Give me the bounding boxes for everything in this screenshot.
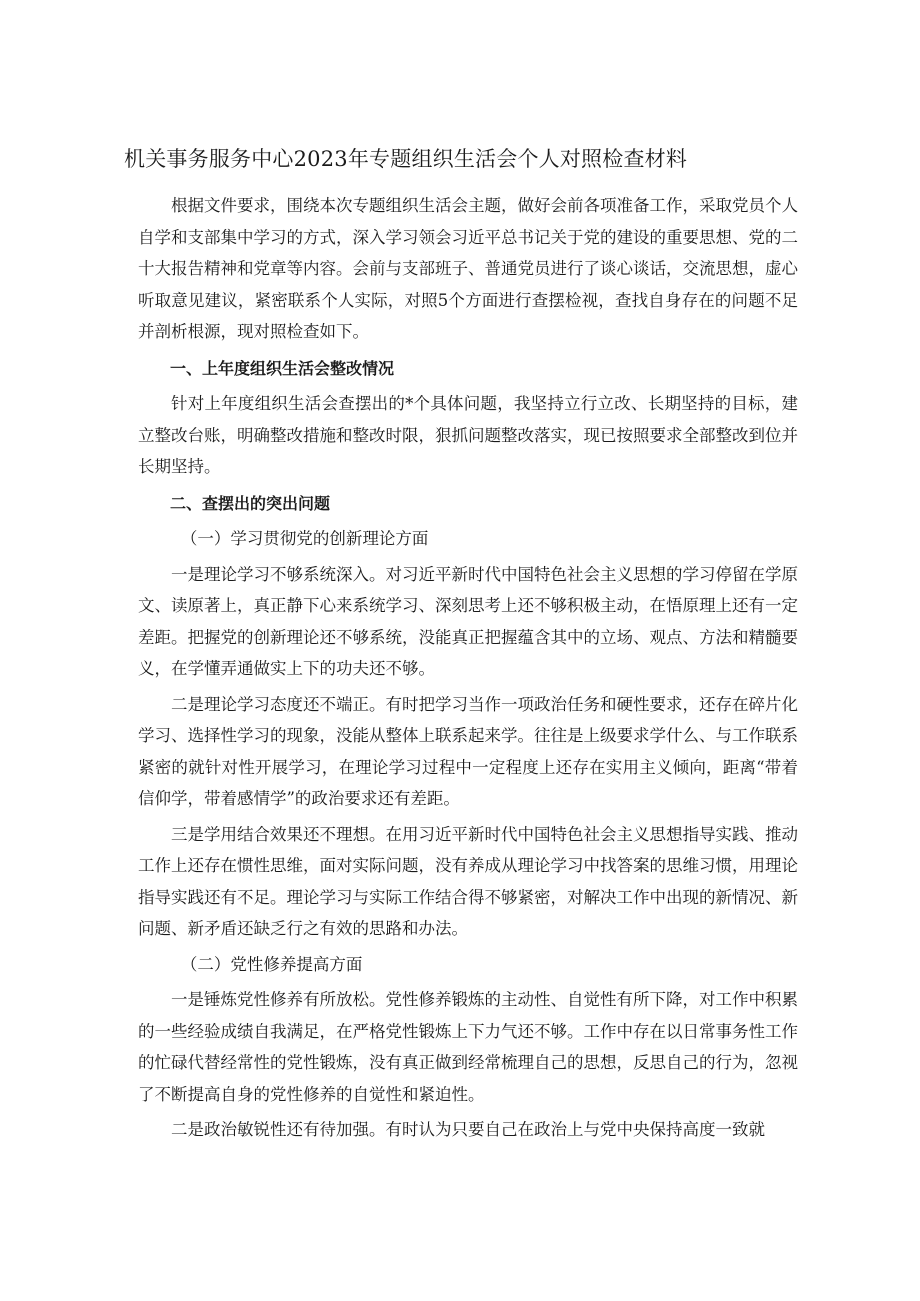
document-title: 机关事务服务中心2023年专题组织生活会个人对照检查材料 (124, 147, 688, 171)
subsection-2-paragraph-2: 二是政治敏锐性还有待加强。有时认为只要自己在政治上与党中央保持高度一致就 (171, 1120, 765, 1139)
subsection-1-paragraph-2: 二是理论学习态度还不端正。有时把学习当作一项政治任务和硬性要求，还存在碎片化学习、选择性学习的现象，没能从整体上联系起来学。往往是上级要求学什么、与工作联系紧密的就针对性开展学习，在理论学习过程中一定程度上还存在实用主义倾向，距离“带着信仰学，带着感情学”的政治要求还有差距。 (138, 694, 798, 808)
section-1-heading: 一、上年度组织生活会整改情况 (170, 358, 395, 378)
subsection-1-paragraph-1: 一是理论学习不够系统深入。对习近平新时代中国特色社会主义思想的学习停留在学原文、读原著上，真正静下心来系统学习、深刻思考上还不够积极主动，在悟原理上还有一定差距。把握党的创新理论还不够系统，没能真正把握蕴含其中的立场、观点、方法和精髓要义，在学懂弄通做实上下的功夫还不够。 (138, 564, 798, 678)
subsection-1-heading: （一）学习贯彻党的创新理论方面 (180, 529, 429, 548)
subsection-2-paragraph-1: 一是锤炼党性修养有所放松。党性修养锻炼的主动性、自觉性有所下降，对工作中积累的一些经验成绩自我满足，在严格党性锻炼上下力气还不够。工作中存在以日常事务性工作的忙碌代替经常性的党性锻炼，没有真正做到经常梳理自己的思想，反思自己的行为，忽视了不断提高自身的党性修养的自觉性和紧迫性。 (138, 990, 798, 1104)
intro-paragraph: 根据文件要求，围绕本次专题组织生活会主题，做好会前各项准备工作，采取党员个人自学和支部集中学习的方式，深入学习领会习近平总书记关于党的建设的重要思想、党的二十大报告精神和党章等内容。会前与支部班子、普通党员进行了谈心谈话，交流思想，虚心听取意见建议，紧密联系个人实际，对照5个方面进行查摆检视，查找自身存在的问题不足并剖析根源，现对照检查如下。 (138, 196, 798, 341)
document-body (138, 190, 798, 1146)
section-1-paragraph: 针对上年度组织生活会查摆出的*个具体问题，我坚持立行立改、长期坚持的目标，建立整改台账，明确整改措施和整改时限，狠抓问题整改落实，现已按照要求全部整改到位并长期坚持。 (138, 394, 798, 476)
section-2-heading: 二、查摆出的突出问题 (170, 493, 331, 513)
subsection-2-heading: （二）党性修养提高方面 (180, 954, 363, 974)
subsection-1-paragraph-3: 三是学用结合效果还不理想。在用习近平新时代中国特色社会主义思想指导实践、推动工作上还存在惯性思维，面对实际问题，没有养成从理论学习中找答案的思维习惯，用理论指导实践还有不足。理论学习与实际工作结合得不够紧密，对解决工作中出现的新情况、新问题、新矛盾还缺乏行之有效的思路和办法。 (138, 824, 798, 938)
